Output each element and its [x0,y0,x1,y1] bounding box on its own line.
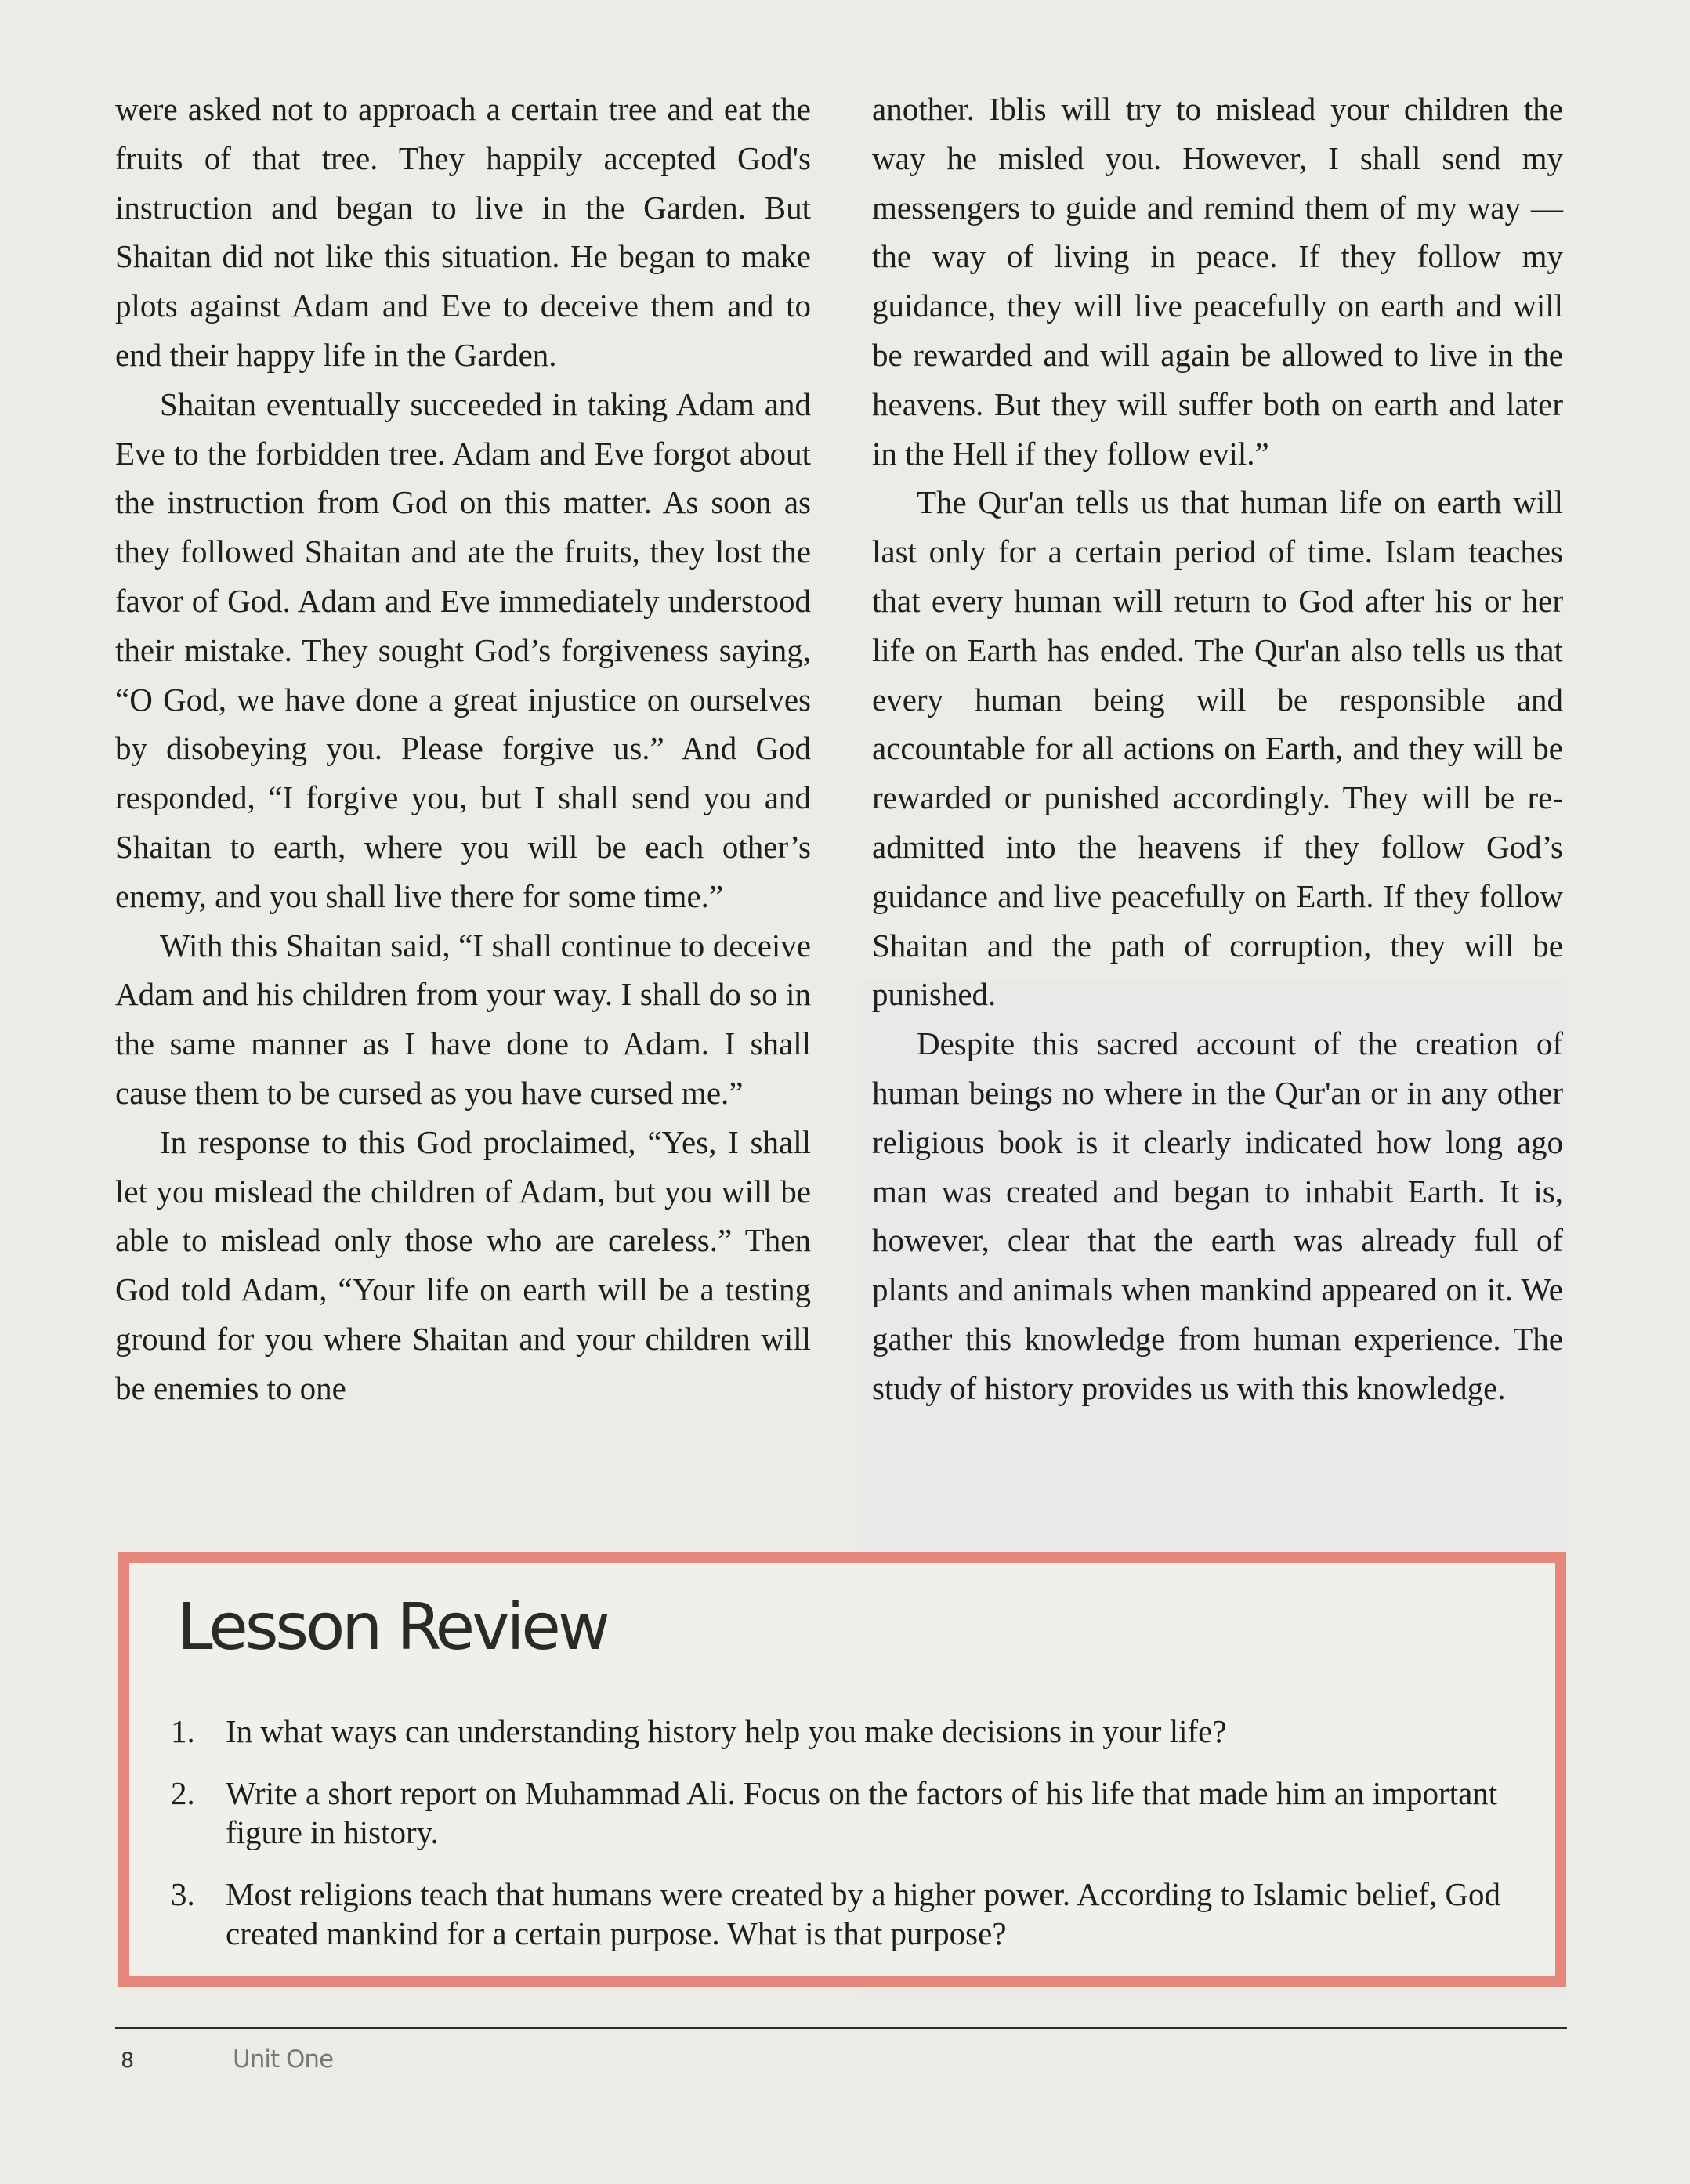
review-question-item [171,1875,1550,1953]
lesson-review-title: Lesson Review [177,1590,607,1665]
review-question-item [171,1774,1550,1852]
lesson-review-box [118,1552,1566,1987]
question-text: Write a short report on Muhammad Ali. Focus on the factors of his life that made him an important figure in history. [226,1775,1498,1850]
review-question-item [171,1712,1550,1751]
paragraph: were asked not to approach a certain tree and eat the fruits of that tree. They happily accepted God's instruction and began to live in the Garden. But Shaitan did not like this situation. He began to make plots against Adam and Eve to deceive them and to end their happy life in the Garden. [115,91,811,373]
paragraph: In response to this God proclaimed, “Yes, I shall let you mislead the children of Adam, but you will be able to mislead only those who are careless.” Then God told Adam, “Your life on earth will be a testing ground for you where Shaitan and your children will be enemies to one [115,1123,811,1406]
page-number: 8 [121,2048,135,2073]
paragraph: With this Shaitan said, “I shall continue to deceive Adam and his children from your way. I shall do so in the same manner as I have done to Adam. I shall cause them to be cursed as you have cursed me.” [115,927,811,1111]
review-question-list [171,1712,1550,1976]
question-text: Most religions teach that humans were created by a higher power. According to Islamic belief, God created mankind for a certain purpose. What is that purpose? [226,1876,1500,1951]
paragraph: another. Iblis will try to mislead your children the way he misled you. However, I shall send my messengers to guide and remind them of my way — the way of living in peace. If they follow my guidance, they will live peacefully on earth and will be rewarded and will again be allowed to live in the heavens. But they will suffer both on earth and later in the Hell if they follow evil.” [872,91,1563,472]
unit-label: Unit One [233,2045,334,2074]
question-number: 2. [171,1775,195,1811]
question-number: 3. [171,1876,195,1912]
paragraph: Despite this sacred account of the creation of human beings no where in the Qur'an or in any other religious book is it clearly indicated how long ago man was created and began to inhabit Earth. It is, however, clear that the earth was already full of plants and animals when mankind appeared on it. We gather this knowledge from human experience. The study of history provides us with this knowledge. [872,1025,1563,1406]
question-number: 1. [171,1713,195,1749]
left-text-column [115,85,811,1413]
right-text-column [872,85,1563,1413]
question-text: In what ways can understanding history help you make decisions in your life? [226,1713,1227,1749]
paragraph: Shaitan eventually succeeded in taking Adam and Eve to the forbidden tree. Adam and Eve forgot about the instruction from God on this matter. As soon as they followed Shaitan and ate the fruits, they lost the favor of God. Adam and Eve immediately understood their mistake. They sought God’s forgiveness saying, “O God, we have done a great injustice on ourselves by disobeying you. Please forgive us.” And God responded, “I forgive you, but I shall send you and Shaitan to earth, where you will be each other’s enemy, and you shall live there for some time.” [115,385,811,914]
paragraph: The Qur'an tells us that human life on earth will last only for a certain period of time. Islam teaches that every human will return to God after his or her life on Earth has ended. The Qur'an also tells us that every human being will be responsible and accountable for all actions on Earth, and they will be rewarded or punished accordingly. They will be re-admitted into the heavens if they follow God’s guidance and live peacefully on Earth. If they follow Shaitan and the path of corruption, they will be punished. [872,484,1563,1013]
footer-divider [115,2027,1567,2029]
